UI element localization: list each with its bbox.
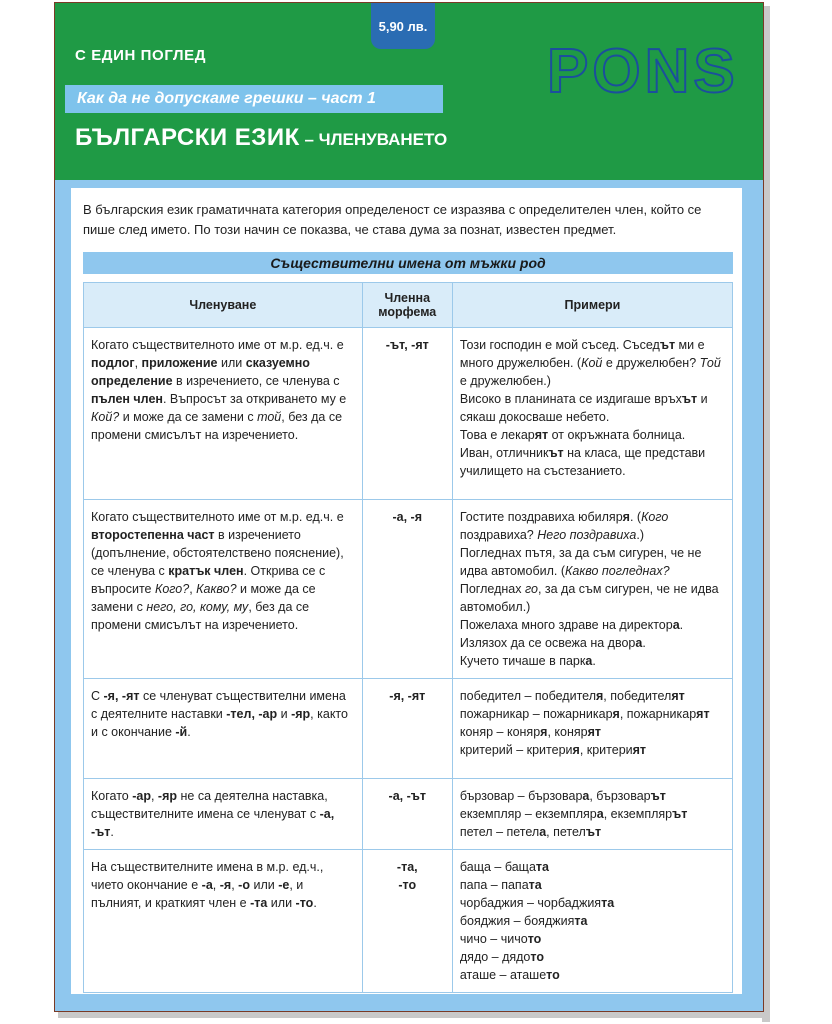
table-row [84, 679, 733, 779]
header-cell: Членна морфема [362, 283, 452, 328]
table-header-row [84, 283, 733, 328]
cover-header [55, 3, 763, 180]
morpheme-cell: -та, -то [362, 850, 452, 993]
morpheme-cell: -я, -ят [362, 679, 452, 779]
rules-table [83, 282, 733, 993]
examples-cell: баща – бащата папа – папата чорбаджия – чорбаджията бояджия – бояджията чичо – чичото дядо – дядото аташе – аташето [452, 850, 732, 993]
table-row [84, 850, 733, 993]
table-title: Съществителни имена от мъжки род [83, 252, 733, 274]
main-title [75, 124, 447, 152]
table-row [84, 500, 733, 679]
examples-cell: бързовар – бързовара, бързоварът екземпляр – екземпляра, екземплярът петел – петела, петелът [452, 779, 732, 850]
examples-cell: победител – победителя, победителят пожарникар – пожарникаря, пожарникарят коняр – коняря, конярят критерий – критерия, критерият [452, 679, 732, 779]
content-panel [71, 188, 742, 994]
main-title-secondary: – ЧЛЕНУВАНЕТО [299, 130, 448, 149]
rule-cell: С -я, -ят се членуват съществителни имена с деятелните наставки -тел, -ар и -яр, както и с окончание -й. [84, 679, 363, 779]
rule-cell: На съществителните имена в м.р. ед.ч., чието окончание е -а, -я, -о или -е, и пълният, и краткият член е -та или -то. [84, 850, 363, 993]
price-badge: 5,90 лв. [371, 3, 435, 49]
examples-cell: Този господин е мой съсед. Съседът ми е много дружелюбен. (Кой е дружелюбен? Той е дружелюбен.) Високо в планината се издигаше връхът и сякаш докосваше небето. Това е лекарят от окръжната болница. Иван, отличникът на класа, ще представи училището на състезанието. [452, 328, 732, 500]
rule-cell: Когато съществителното име от м.р. ед.ч. е подлог, приложение или сказуемно определение в изречението, се членува с пълен член. Въпросът за откриването му е Кой? и може да се замени с той, без да се промени смисълът на изречението. [84, 328, 363, 500]
page-shadow-bottom [58, 1012, 770, 1018]
morpheme-cell: -а, -ът [362, 779, 452, 850]
table-row [84, 328, 733, 500]
table-row [84, 779, 733, 850]
subtitle-bar: Как да не допускаме грешки – част 1 [65, 85, 443, 113]
book-cover [54, 2, 764, 1012]
morpheme-cell: -а, -я [362, 500, 452, 679]
rule-cell: Когато -ар, -яр не са деятелна наставка, съществителните имена се членуват с -а, -ът. [84, 779, 363, 850]
morpheme-cell: -ът, -ят [362, 328, 452, 500]
examples-cell: Гостите поздравиха юбиляря. (Кого поздравиха? Него поздравиха.) Погледнах пътя, за да съм сигурен, че не идва автомобил. (Какво погледнах? Погледнах го, за да съм сигурен, че не идва автомобил.) Пожелаха много здраве на директора. Излязох да се освежа на двора. Кучето тичаше в парка. [452, 500, 732, 679]
intro-text: В българския език граматичната категория определеност се изразява с определителен член, който се пише след името. По този начин се показва, че става дума за познат, известен предмет. [83, 202, 702, 237]
series-label: С ЕДИН ПОГЛЕД [75, 47, 207, 64]
header-cell: Членуване [84, 283, 363, 328]
main-title-primary: БЪЛГАРСКИ ЕЗИК [75, 124, 300, 151]
pons-logo: PONS [547, 37, 739, 106]
header-cell: Примери [452, 283, 732, 328]
rule-cell: Когато съществителното име от м.р. ед.ч. е второстепенна част в изречението (допълнение, обстоятелствено пояснение), се членува с кратък член. Открива се с въпросите Кого?, Какво? и може да се замени с него, го, кому, му, без да се промени смисълът на изречението. [84, 500, 363, 679]
